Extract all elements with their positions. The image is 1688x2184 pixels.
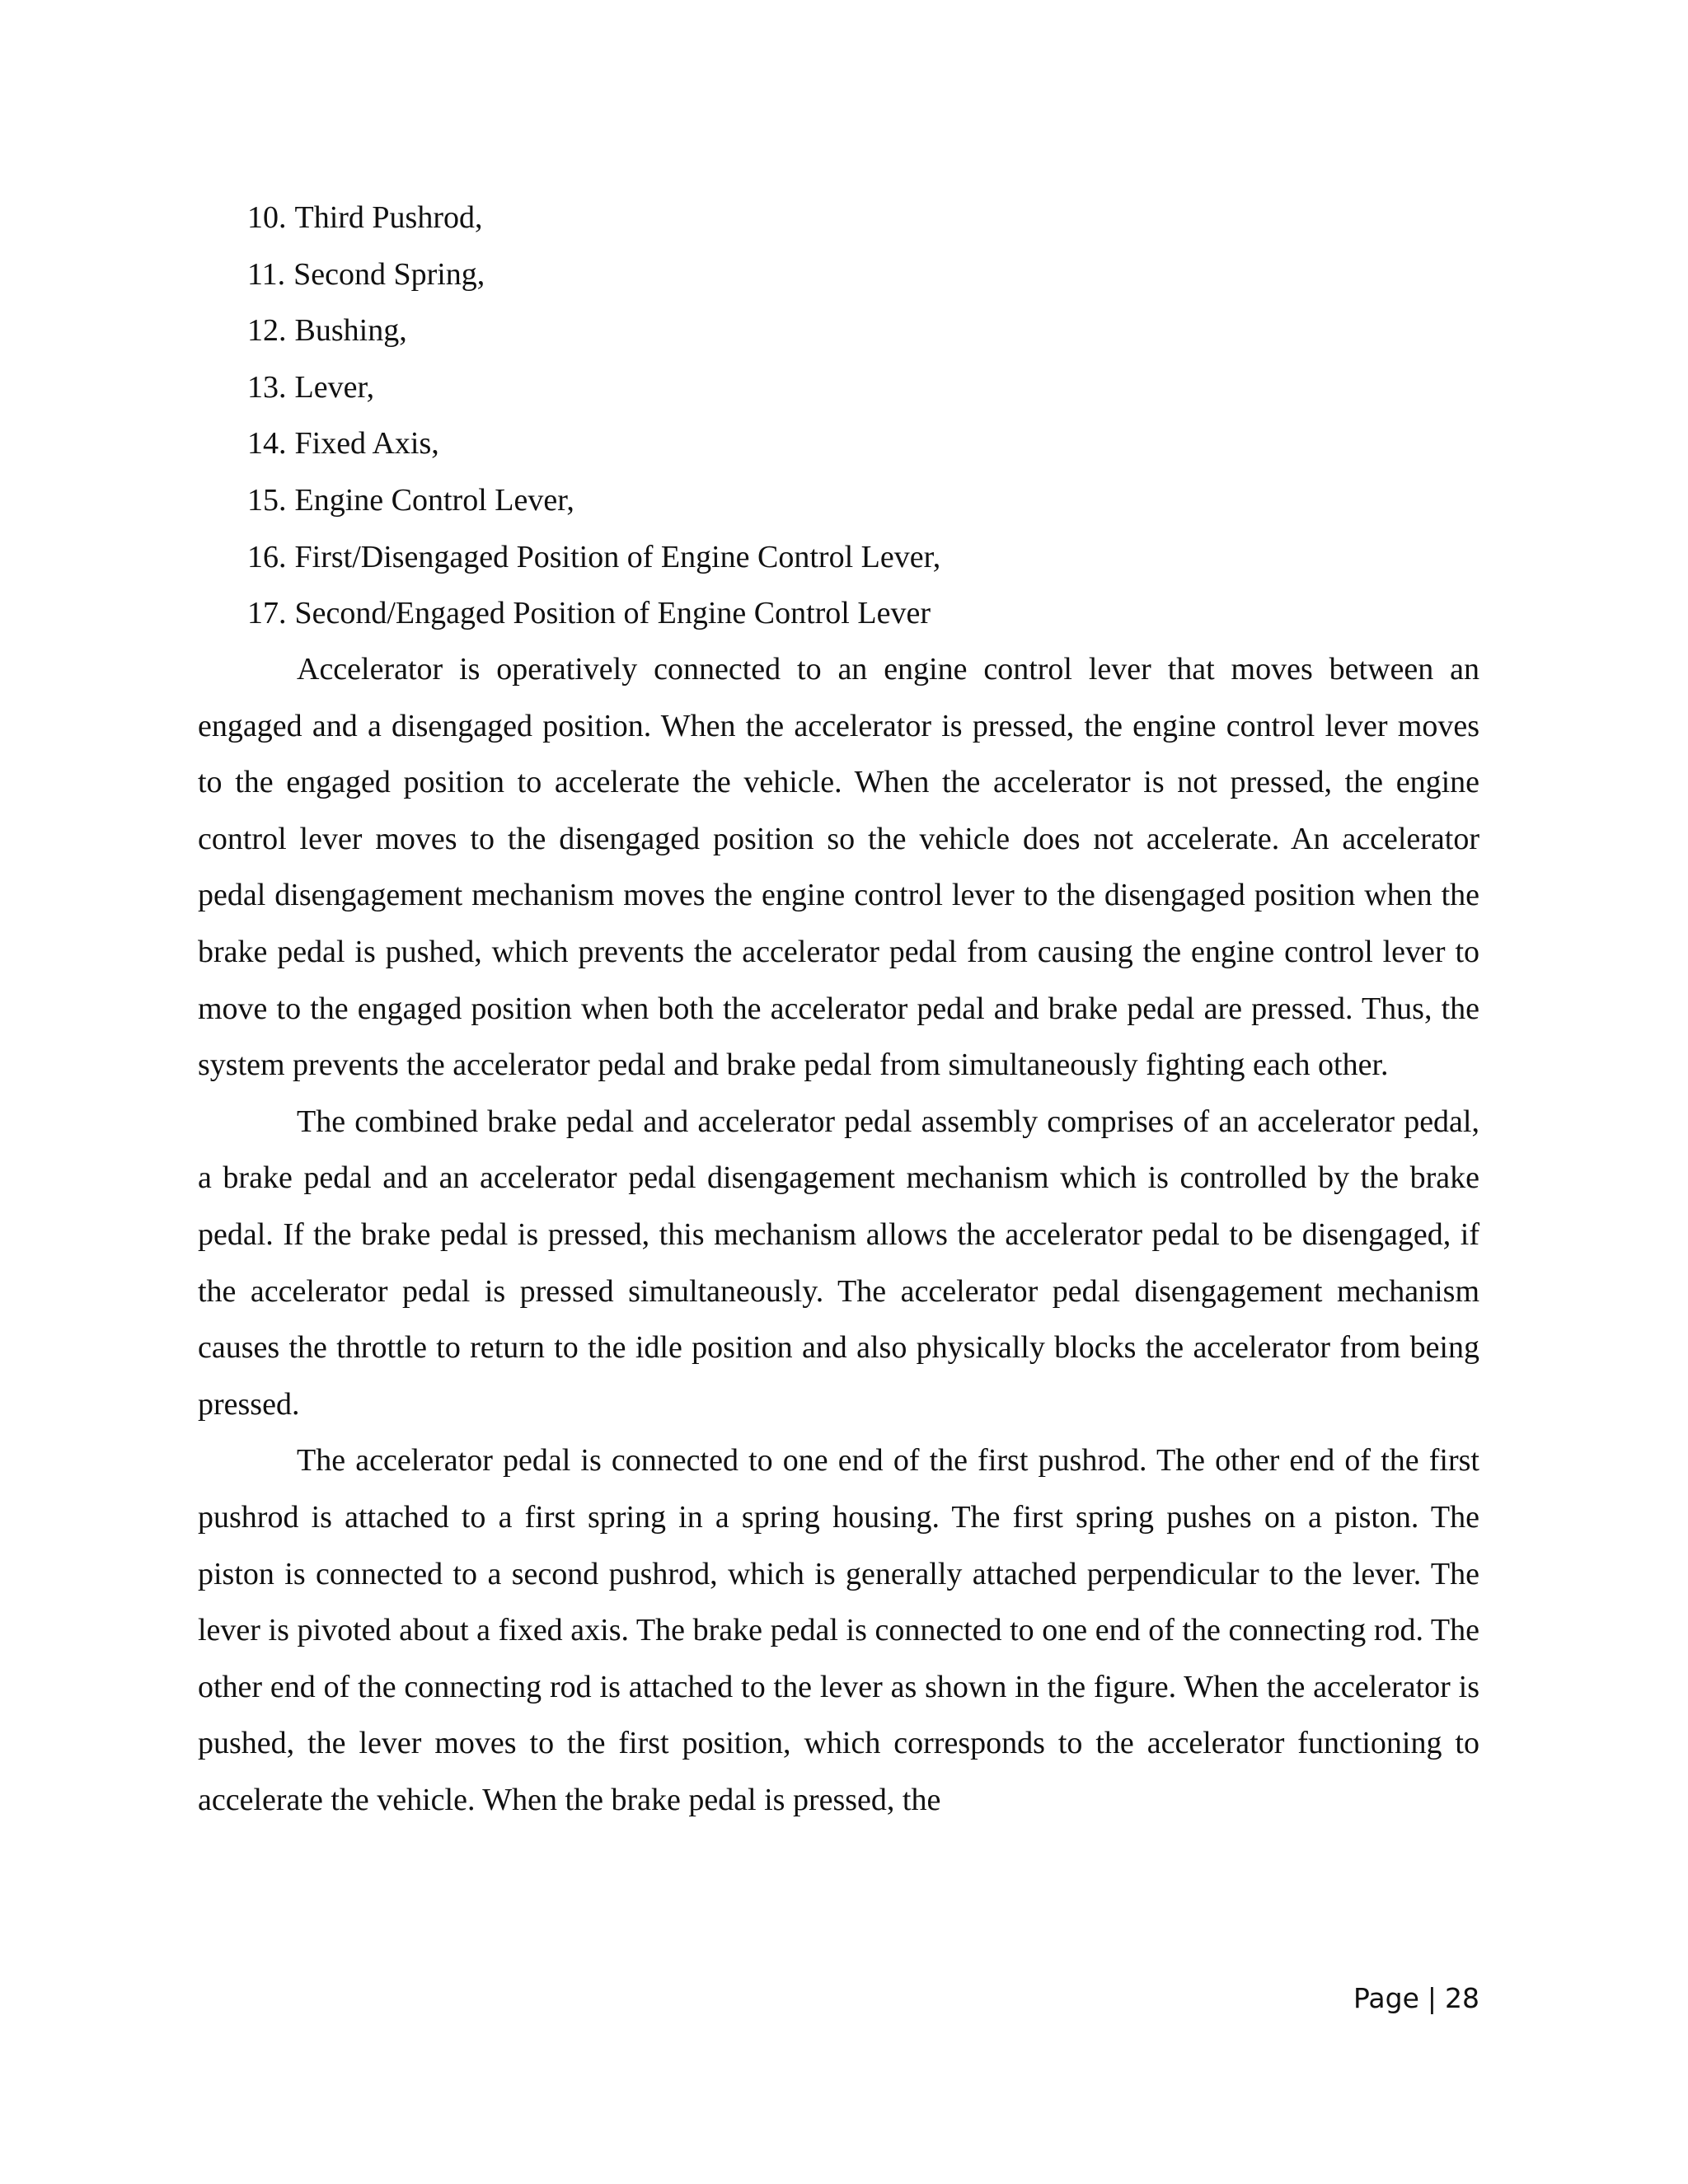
list-item-number: 16. bbox=[247, 539, 287, 574]
page-label: Page bbox=[1353, 1982, 1419, 2014]
page-number-footer bbox=[1353, 1982, 1479, 2014]
page-separator: | bbox=[1427, 1982, 1437, 2014]
list-item-text: Second/Engaged Position of Engine Control Lever bbox=[294, 596, 931, 631]
list-item bbox=[247, 529, 1484, 586]
list-item-number: 15. bbox=[247, 482, 287, 518]
list-item-text: Third Pushrod, bbox=[294, 200, 483, 235]
paragraph-combined-assembly: The combined brake pedal and accelerator pedal assembly comprises of an accelerator pedal, a brake pedal and an accelerator pedal disengagement mechanism which is controlled by the brake pedal. If the brake pedal is pressed, this mechanism allows the accelerator pedal to be disengaged, if the accelerator pedal is pressed simultaneously. The accelerator pedal disengagement mechanism causes the throttle to return to the idle position and also physically blocks the accelerator from being pressed. bbox=[198, 1104, 1479, 1422]
list-item-text: Second Spring, bbox=[293, 256, 485, 292]
list-item-text: Lever, bbox=[294, 369, 375, 405]
list-item-number: 12. bbox=[247, 313, 287, 349]
list-item-number: 14. bbox=[247, 426, 287, 462]
list-item-text: Bushing, bbox=[294, 313, 407, 349]
list-item-text: Fixed Axis, bbox=[294, 426, 439, 462]
list-item bbox=[247, 415, 1484, 472]
list-item-number: 11. bbox=[247, 256, 286, 292]
list-item bbox=[247, 585, 1484, 642]
list-item-text: First/Disengaged Position of Engine Control Lever, bbox=[294, 539, 941, 574]
parts-list bbox=[247, 190, 1484, 642]
paragraph-pushrod-mechanism: The accelerator pedal is connected to one end of the first pushrod. The other end of the first pushrod is attached to a first spring in a spring housing. The first spring pushes on a piston. The piston is connected to a second pushrod, which is generally attached perpendicular to the lever. The lever is pivoted about a fixed axis. The brake pedal is connected to one end of the connecting rod. The other end of the connecting rod is attached to the lever as shown in the figure. When the accelerator is pushed, the lever moves to the first position, which corresponds to the accelerator functioning to accelerate the vehicle. When the brake pedal is pressed, the bbox=[198, 1443, 1479, 1817]
list-item bbox=[247, 190, 1484, 246]
list-item bbox=[247, 472, 1484, 529]
page-number: 28 bbox=[1445, 1982, 1479, 2014]
list-item-number: 10. bbox=[247, 200, 287, 235]
list-item bbox=[247, 246, 1484, 303]
list-item-text: Engine Control Lever, bbox=[294, 482, 574, 518]
paragraph-accelerator-operation: Accelerator is operatively connected to an engine control lever that moves between an engaged and a disengaged position. When the accelerator is pressed, the engine control lever moves to the engaged position to accelerate the vehicle. When the accelerator is not pressed, the engine control lever moves to the disengaged position so the vehicle does not accelerate. An accelerator pedal disengagement mechanism moves the engine control lever to the disengaged position when the brake pedal is pushed, which prevents the accelerator pedal from causing the engine control lever to move to the engaged position when both the accelerator pedal and brake pedal are pressed. Thus, the system prevents the accelerator pedal and brake pedal from simultaneously fighting each other. bbox=[198, 652, 1479, 1083]
list-item-number: 13. bbox=[247, 369, 287, 405]
body-text bbox=[198, 641, 1479, 1828]
list-item bbox=[247, 302, 1484, 359]
list-item bbox=[247, 359, 1484, 416]
list-item-number: 17. bbox=[247, 596, 287, 631]
